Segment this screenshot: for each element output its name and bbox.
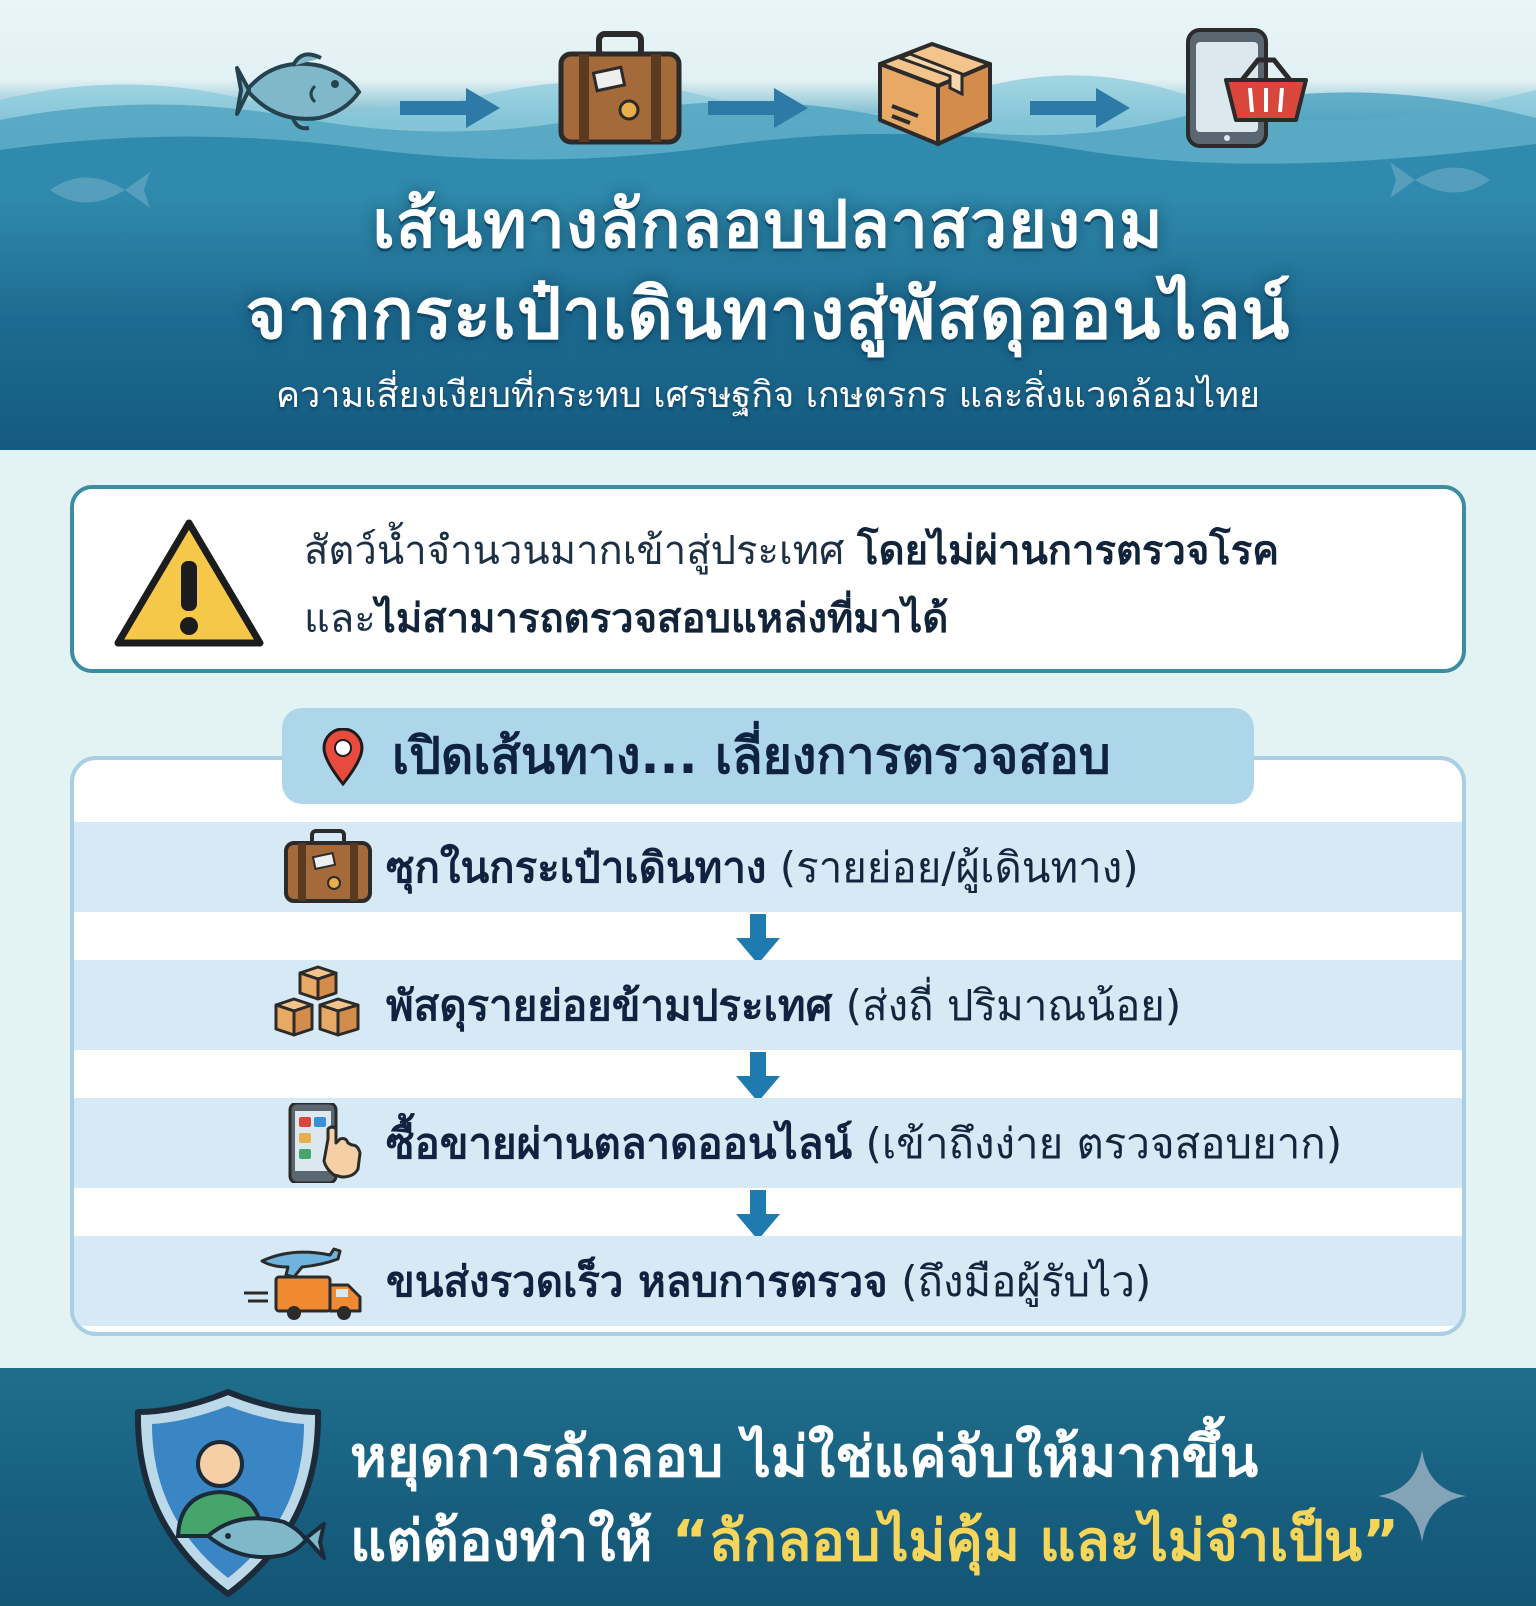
- phone-tap-icon: [280, 1103, 376, 1183]
- footer-banner: [0, 1368, 1536, 1606]
- warning-line-1: [304, 517, 1454, 585]
- warning-message: [304, 517, 1454, 653]
- warning-line-2: [304, 585, 1454, 653]
- route-item-note: (เข้าถึงง่าย ตรวจสอบยาก): [852, 1119, 1343, 1168]
- smuggling-flow-icons: [0, 28, 1536, 148]
- suitcase-icon: [280, 827, 376, 907]
- right-arrow-icon: [1030, 88, 1130, 128]
- route-item-title: ซุกในกระเป๋าเดินทาง: [386, 843, 767, 892]
- route-item: [74, 960, 1462, 1050]
- down-arrow-icon: [734, 914, 782, 964]
- route-item-text: [386, 1116, 1342, 1172]
- route-item-note: (ถึงมือผู้รับไว): [887, 1257, 1152, 1306]
- route-item-text: [386, 840, 1139, 896]
- route-item: [74, 822, 1462, 912]
- route-item-title: พัสดุรายย่อยข้ามประเทศ: [386, 981, 833, 1030]
- plane-truck-icon: [242, 1241, 370, 1321]
- route-item-note: (รายย่อย/ผู้เดินทาง): [766, 843, 1139, 892]
- right-arrow-icon: [708, 88, 808, 128]
- main-title-line-1: เส้นทางลักลอบปลาสวยงาม: [372, 186, 1164, 263]
- route-item: [74, 1098, 1462, 1188]
- down-arrow-icon: [734, 1190, 782, 1240]
- subtitle: ความเสี่ยงเงียบที่กระทบ เศรษฐกิจ เกษตรกร และสิ่งแวดล้อมไทย: [275, 375, 1261, 416]
- fish-icon: [235, 28, 365, 148]
- warning-line-1-emphasis: โดยไม่ผ่านการตรวจโรค: [857, 528, 1280, 574]
- warning-line-2-text: และ: [304, 596, 376, 642]
- route-item-title: ขนส่งรวดเร็ว หลบการตรวจ: [386, 1257, 888, 1306]
- right-arrow-icon: [400, 88, 500, 128]
- stacked-boxes-icon: [270, 965, 366, 1045]
- route-item-text: [386, 978, 1181, 1034]
- route-item: [74, 1236, 1462, 1326]
- footer-highlight: “ลักลอบไม่คุ้ม และไม่จำเป็น”: [671, 1509, 1399, 1574]
- warning-card: [70, 485, 1466, 673]
- route-item-note: (ส่งถี่ ปริมาณน้อย): [832, 981, 1182, 1030]
- footer-line-2: [350, 1496, 1399, 1585]
- phone-shopping-basket-icon: [1180, 28, 1310, 148]
- location-pin-icon: [320, 728, 366, 786]
- sparkle-icon: [1376, 1448, 1468, 1544]
- routes-heading: เปิดเส้นทาง... เลี่ยงการตรวจสอบ: [392, 727, 1111, 785]
- warning-line-2-emphasis: ไม่สามารถตรวจสอบแหล่งที่มาได้: [375, 596, 949, 642]
- main-title-line-2: จากกระเป๋าเดินทางสู่พัสดุออนไลน์: [245, 273, 1291, 355]
- suitcase-icon: [555, 28, 685, 148]
- warning-triangle-icon: [112, 515, 266, 651]
- warning-line-1-text: สัตว์น้ำจำนวนมากเข้าสู่ประเทศ: [304, 528, 858, 574]
- routes-heading-pill: [282, 708, 1254, 804]
- footer-line-1: หยุดการลักลอบ ไม่ใช่แค่จับให้มากขึ้น: [350, 1425, 1259, 1490]
- route-item-text: [386, 1254, 1151, 1310]
- routes-panel: [70, 756, 1466, 1336]
- shield-person-fish-icon: [128, 1386, 328, 1600]
- parcel-box-icon: [870, 28, 1000, 148]
- footer-line-2-text: แต่ต้องทำให้: [350, 1509, 672, 1574]
- route-item-title: ซื้อขายผ่านตลาดออนไลน์: [386, 1119, 853, 1168]
- down-arrow-icon: [734, 1052, 782, 1102]
- header-banner: [0, 0, 1536, 450]
